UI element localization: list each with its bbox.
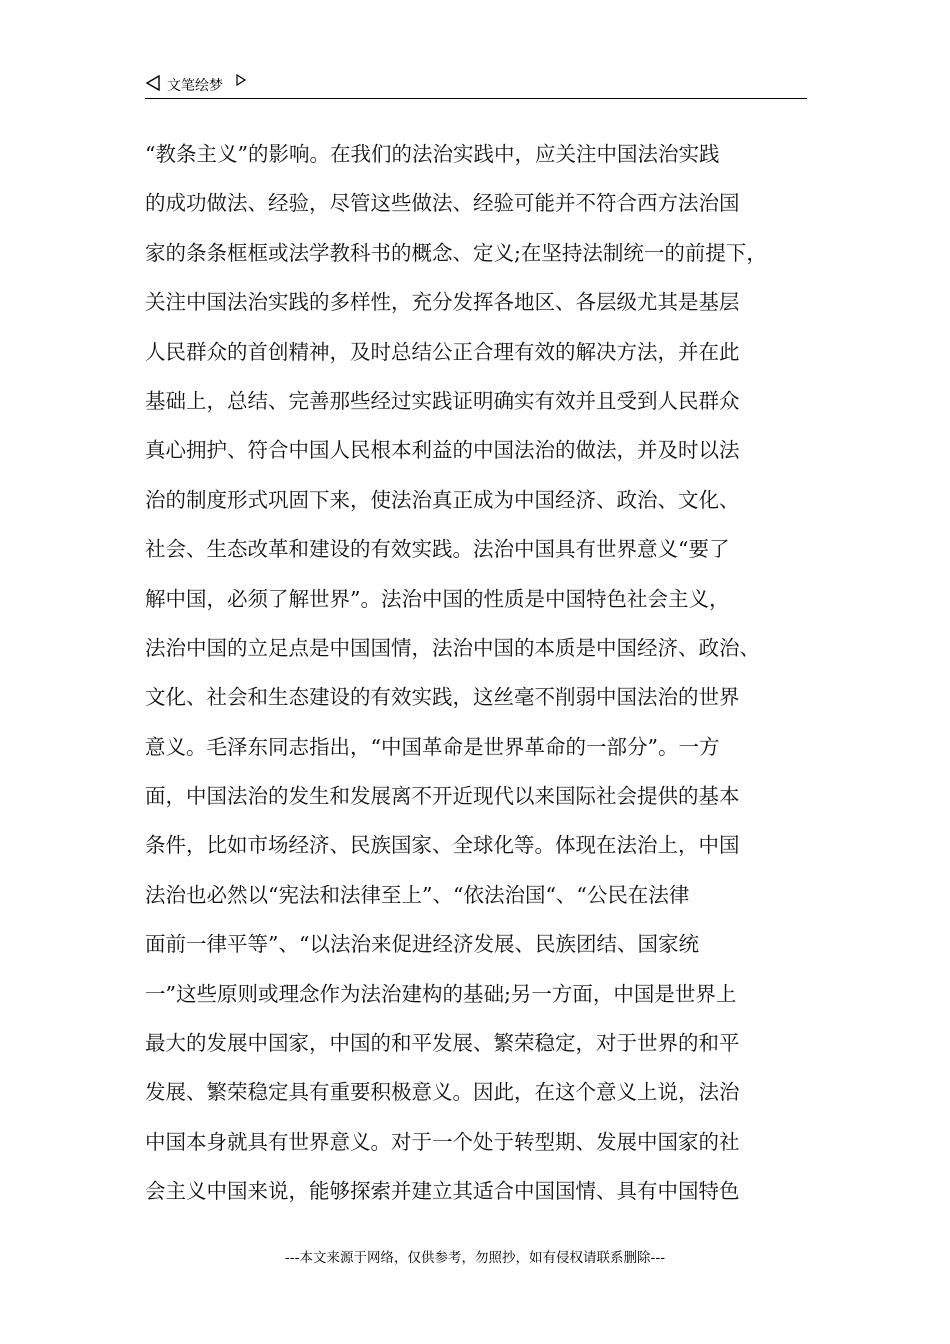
text-line: 面，中国法治的发生和发展离不开近现代以来国际社会提供的基本 <box>145 784 740 809</box>
text-line: 文化、社会和生态建设的有效实践，这丝毫不削弱中国法治的世界 <box>145 685 740 710</box>
body-text <box>145 130 825 1217</box>
text-line: 治的制度形式巩固下来，使法治真正成为中国经济、政治、文化、 <box>145 487 740 512</box>
text-line: 社会、生态改革和建设的有效实践。法治中国具有世界意义“要了 <box>145 537 730 562</box>
text-line: 关注中国法治实践的多样性，充分发挥各地区、各层级尤其是基层 <box>145 290 740 315</box>
triangle-right-icon <box>236 74 246 86</box>
text-line: 基础上，总结、完善那些经过实践证明确实有效并且受到人民群众 <box>145 388 740 413</box>
page-header <box>145 72 807 99</box>
text-line: 人民群众的首创精神，及时总结公正合理有效的解决方法，并在此 <box>145 339 740 364</box>
text-line: “教条主义”的影响。在我们的法治实践中，应关注中国法治实践 <box>145 142 720 166</box>
text-line: 中国本身就具有世界意义。对于一个处于转型期、发展中国家的社 <box>145 1129 740 1154</box>
text-line: 家的条条框框或法学教科书的概念、定义;在坚持法制统一的前提下， <box>145 240 767 265</box>
footer-disclaimer: ---本文来源于网络，仅供参考，勿照抄，如有侵权请联系删除--- <box>284 1250 666 1266</box>
text-line: 条件，比如市场经济、民族国家、全球化等。体现在法治上，中国 <box>145 833 740 858</box>
text-line: 解中国，必须了解世界”。法治中国的性质是中国特色社会主义， <box>145 586 730 611</box>
text-line: 最大的发展中国家，中国的和平发展、繁荣稳定，对于世界的和平 <box>145 1031 740 1056</box>
text-line: 会主义中国来说，能够探索并建立其适合中国国情、具有中国特色 <box>145 1179 740 1204</box>
text-line: 面前一律平等”、“以法治来促进经济发展、民族团结、国家统 <box>145 932 699 957</box>
triangle-left-icon <box>145 75 161 91</box>
text-line: 法治中国的立足点是中国国情，法治中国的本质是中国经济、政治、 <box>145 635 760 660</box>
text-line: 意义。毛泽东同志指出，“中国革命是世界革命的一部分”。一方 <box>145 734 720 759</box>
text-line: 发展、繁荣稳定具有重要积极意义。因此，在这个意义上说，法治 <box>145 1080 740 1105</box>
text-line: 的成功做法、经验，尽管这些做法、经验可能并不符合西方法治国 <box>145 191 740 216</box>
header-title: 文笔绘梦 <box>167 78 223 94</box>
text-line: 一”这些原则或理念作为法治建构的基础;另一方面，中国是世界上 <box>145 981 737 1006</box>
text-line: 真心拥护、符合中国人民根本利益的中国法治的做法，并及时以法 <box>145 438 740 463</box>
text-line: 法治也必然以“宪法和法律至上”、“依法治国“、“公民在法律 <box>145 882 690 907</box>
